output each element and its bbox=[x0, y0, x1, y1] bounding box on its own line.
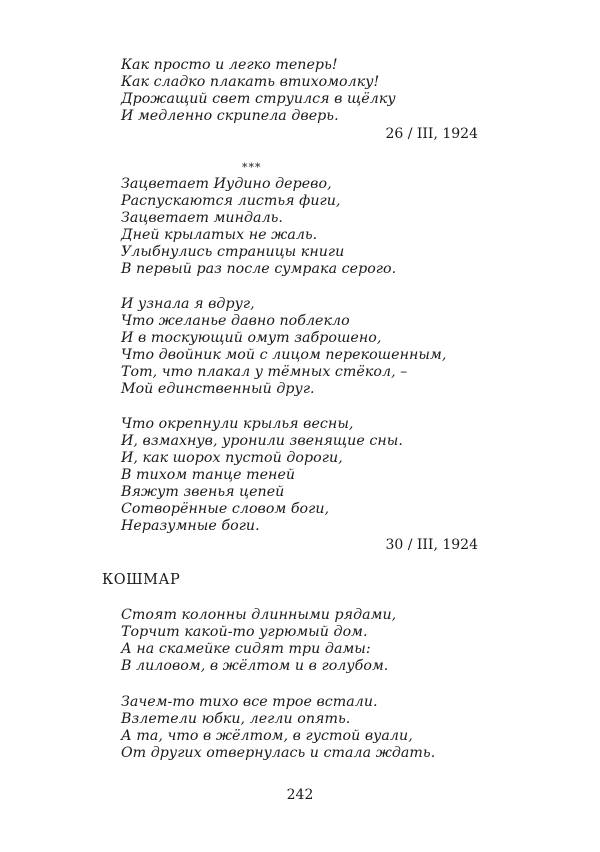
poem-line: В тихом танце теней bbox=[121, 467, 296, 483]
poem-line: Зачем-то тихо все трое встали. bbox=[121, 694, 378, 710]
poem-line: А та, что в жёлтом, в густой вуали, bbox=[121, 728, 413, 744]
poem-line: А на скамейке сидят три дамы: bbox=[121, 641, 371, 657]
poem-line: От других отвернулась и стала ждать. bbox=[121, 745, 436, 761]
poem-line: Зацветает Иудино дерево, bbox=[121, 176, 332, 192]
poem-title: КОШМАР bbox=[102, 572, 181, 588]
page-number: 242 bbox=[286, 787, 314, 803]
poem-line: И медленно скрипела дверь. bbox=[121, 108, 339, 124]
poem-line: Что окрепнули крылья весны, bbox=[121, 416, 354, 432]
poem-line: И, как шорох пустой дороги, bbox=[121, 450, 343, 466]
poem-line: Распускаются листья фиги, bbox=[121, 193, 341, 209]
poem-line: Сотворённые словом боги, bbox=[121, 501, 330, 517]
poem-line: Стоят колонны длинными рядами, bbox=[121, 607, 397, 623]
poem-line: Как просто и легко теперь! bbox=[121, 57, 338, 73]
poem-line: В лиловом, в жёлтом и в голубом. bbox=[121, 658, 389, 674]
poem-line: Мой единственный друг. bbox=[121, 381, 315, 397]
poem-line: Вяжут звенья цепей bbox=[121, 484, 285, 500]
poem-line: Что двойник мой с лицом перекошенным, bbox=[121, 347, 447, 363]
poem-line: И, взмахнув, уронили звенящие сны. bbox=[121, 433, 403, 449]
poem-line: Что желанье давно поблекло bbox=[121, 313, 350, 329]
poem-line: Зацветает миндаль. bbox=[121, 210, 283, 226]
section-separator: *** bbox=[242, 161, 262, 174]
poem-line: В первый раз после сумрака серого. bbox=[121, 261, 397, 277]
poem-date: 30 / III, 1924 bbox=[385, 537, 478, 553]
poem-line: И в тоскующий омут заброшено, bbox=[121, 330, 382, 346]
poem-line: Как сладко плакать втихомолку! bbox=[121, 74, 380, 90]
poem-line: Дрожащий свет струился в щёлку bbox=[121, 91, 396, 107]
poem-line: Взлетели юбки, легли опять. bbox=[121, 711, 351, 727]
poem-line: И узнала я вдруг, bbox=[121, 296, 255, 312]
poem-line: Торчит какой-то угрюмый дом. bbox=[121, 624, 368, 640]
poem-line: Дней крылатых не жаль. bbox=[121, 227, 318, 243]
poem-line: Неразумные боги. bbox=[121, 518, 260, 534]
poem-line: Улыбнулись страницы книги bbox=[121, 244, 345, 260]
poem-line: Тот, что плакал у тёмных стёкол, – bbox=[121, 364, 408, 380]
poem-date: 26 / III, 1924 bbox=[385, 126, 478, 142]
